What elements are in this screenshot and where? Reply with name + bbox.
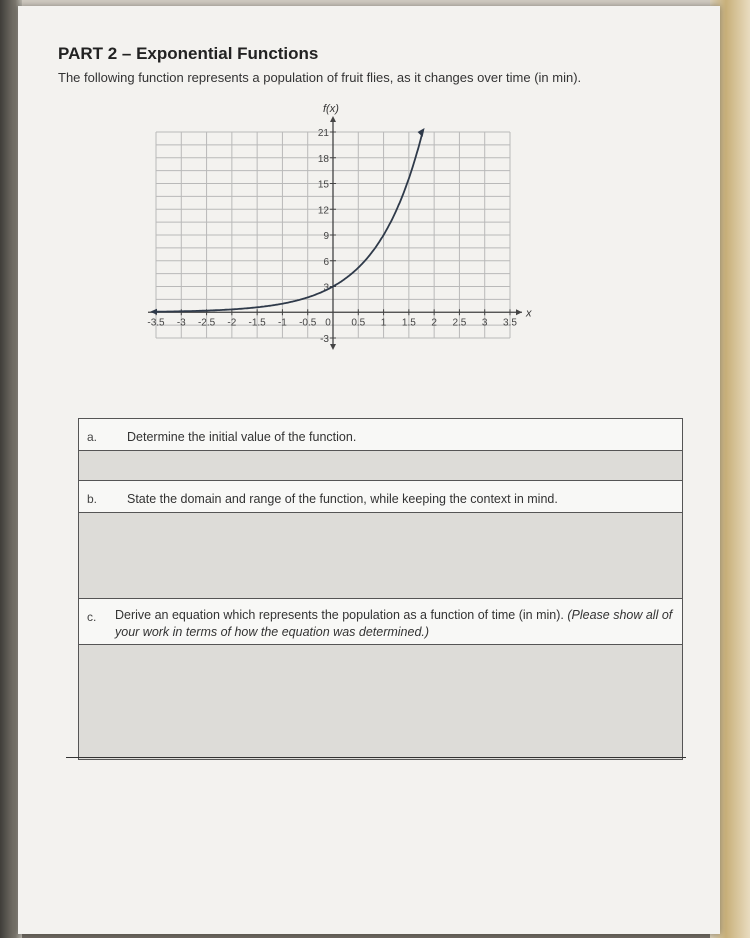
x-tick-label: -1.5 <box>248 317 266 329</box>
answer-b-box[interactable] <box>79 513 682 599</box>
question-b-text: State the domain and range of the function, while keeping the context in mind. <box>127 492 558 506</box>
x-tick-label: 0.5 <box>351 317 366 329</box>
curve-arrow-left <box>150 309 157 315</box>
y-axis-arrow-down <box>330 344 336 350</box>
x-tick-label: 2.5 <box>452 317 467 329</box>
x-tick-label: -3.5 <box>147 317 165 329</box>
x-tick-label: 0 <box>325 317 331 329</box>
question-b-row <box>79 481 682 513</box>
graph-axes <box>148 103 532 350</box>
y-axis-label: f(x) <box>323 103 339 115</box>
x-tick-label: 2 <box>431 317 437 329</box>
function-curve <box>156 134 422 312</box>
y-tick-label: 12 <box>317 205 329 217</box>
question-b-label: b. <box>87 492 98 506</box>
bottom-divider <box>66 757 686 758</box>
y-axis-arrow-up <box>330 116 336 122</box>
question-a-row <box>79 419 682 451</box>
question-c-label: c. <box>87 610 97 624</box>
exponential-graph <box>118 96 538 356</box>
y-tick-label: 9 <box>323 231 329 242</box>
question-c-note: (Please show all of your work in terms of how the equation was determined.) <box>115 608 673 639</box>
y-tick-label: 21 <box>317 128 329 139</box>
x-tick-label: 1.5 <box>401 317 416 329</box>
question-c-row <box>79 599 682 645</box>
x-tick-label: -2.5 <box>197 317 216 329</box>
page-title: PART 2 – Exponential Functions <box>58 44 319 63</box>
y-tick-label: 6 <box>323 256 329 268</box>
x-tick-label: -2 <box>227 317 237 329</box>
x-axis-arrow <box>516 309 522 315</box>
question-c-text: Derive an equation which represents the population as a function of time (in min). <box>115 608 564 622</box>
y-tick-label: -3 <box>320 334 329 345</box>
x-tick-label: 1 <box>380 317 387 329</box>
y-tick-label: 18 <box>317 153 329 165</box>
question-a-text: Determine the initial value of the function. <box>127 430 357 444</box>
question-table <box>78 418 683 760</box>
answer-a-box[interactable] <box>79 451 682 481</box>
x-tick-label: 3.5 <box>503 317 517 329</box>
intro-text: The following function represents a population of fruit flies, as it changes over time (in min). <box>58 70 582 85</box>
x-axis-label: x <box>526 307 532 320</box>
x-tick-label: 3 <box>481 317 488 329</box>
y-tick-label: 3 <box>323 282 329 294</box>
y-tick-label: 15 <box>317 179 329 191</box>
answer-c-box[interactable] <box>79 645 682 759</box>
x-tick-label: -1 <box>277 317 287 329</box>
x-tick-label: -3 <box>176 317 186 329</box>
question-c-body <box>115 607 675 641</box>
question-a-label: a. <box>87 430 98 444</box>
x-tick-label: -0.5 <box>299 317 317 329</box>
worksheet-page <box>18 6 720 934</box>
